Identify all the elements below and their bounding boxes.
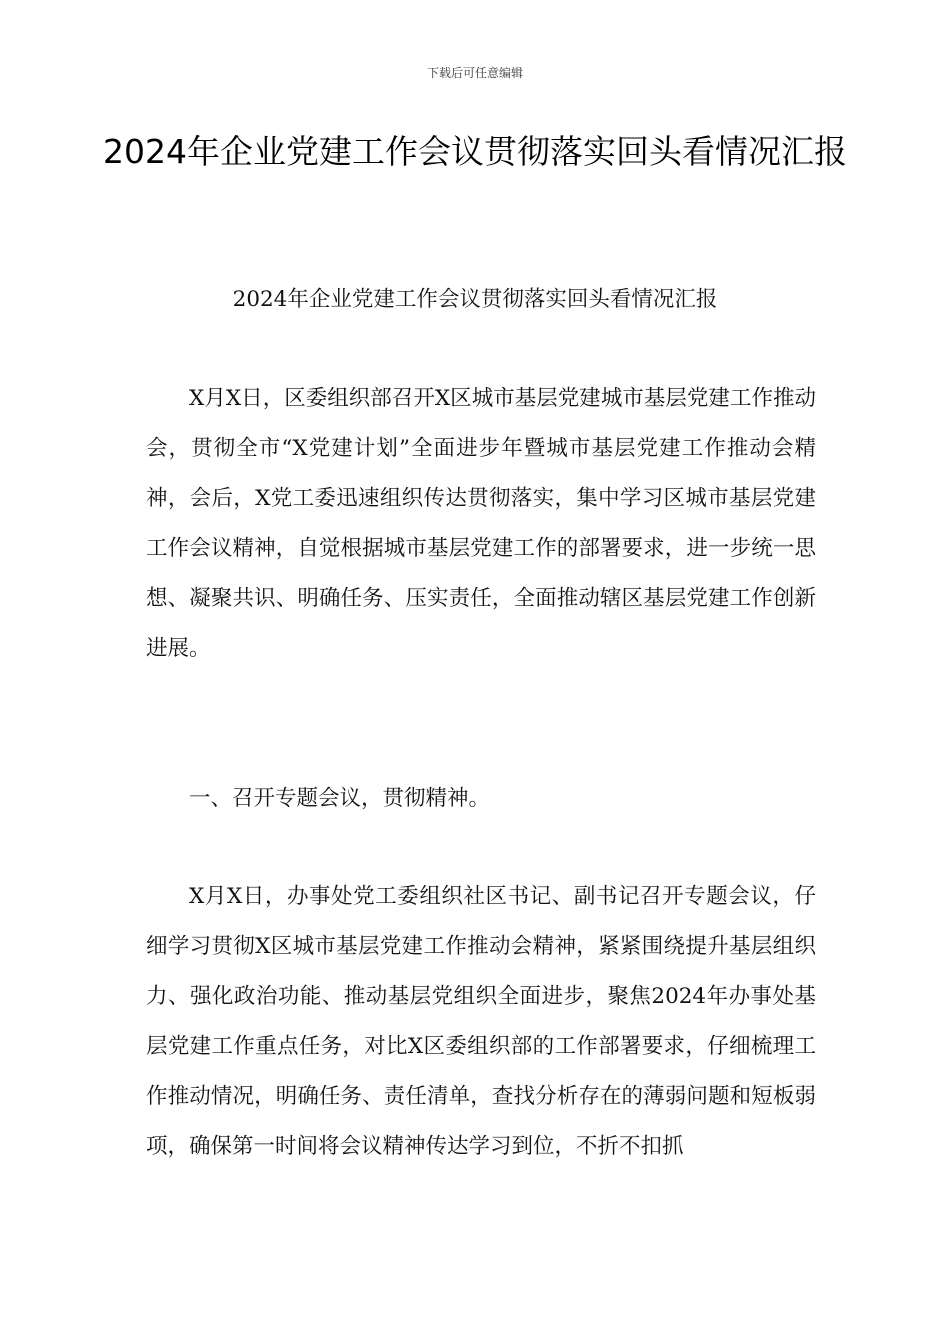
paragraph-section-1: X月X日，办事处党工委组织社区书记、副书记召开专题会议，仔细学习贯彻X区城市基层党建工作推动会精神，紧紧围绕提升基层组织力、强化政治功能、推动基层党组织全面进步，聚焦2024年办事处基层党建工作重点任务，对比X区委组织部的工作部署要求，仔细梳理工作推动情况，明确任务、责任清单，查找分析存在的薄弱问题和短板弱项，确保第一时间将会议精神传达学习到位，不折不扣抓 <box>146 884 816 1159</box>
paragraph-intro: X月X日，区委组织部召开X区城市基层党建城市基层党建工作推动会，贯彻全市“X党建计划”全面进步年暨城市基层党建工作推动会精神，会后，X党工委迅速组织传达贯彻落实，集中学习区城市基层党建工作会议精神，自觉根据城市基层党建工作的部署要求，进一步统一思想、凝聚共识、明确任务、压实责任，全面推动辖区基层党建工作创新进展。 <box>146 386 816 661</box>
document-title: 2024年企业党建工作会议贯彻落实回头看情况汇报 <box>103 132 847 171</box>
section-heading-1: 一、召开专题会议，贯彻精神。 <box>189 786 491 811</box>
document-subtitle: 2024年企业党建工作会议贯彻落实回头看情况汇报 <box>232 287 718 312</box>
header-note: 下载后可任意编辑 <box>426 66 523 80</box>
